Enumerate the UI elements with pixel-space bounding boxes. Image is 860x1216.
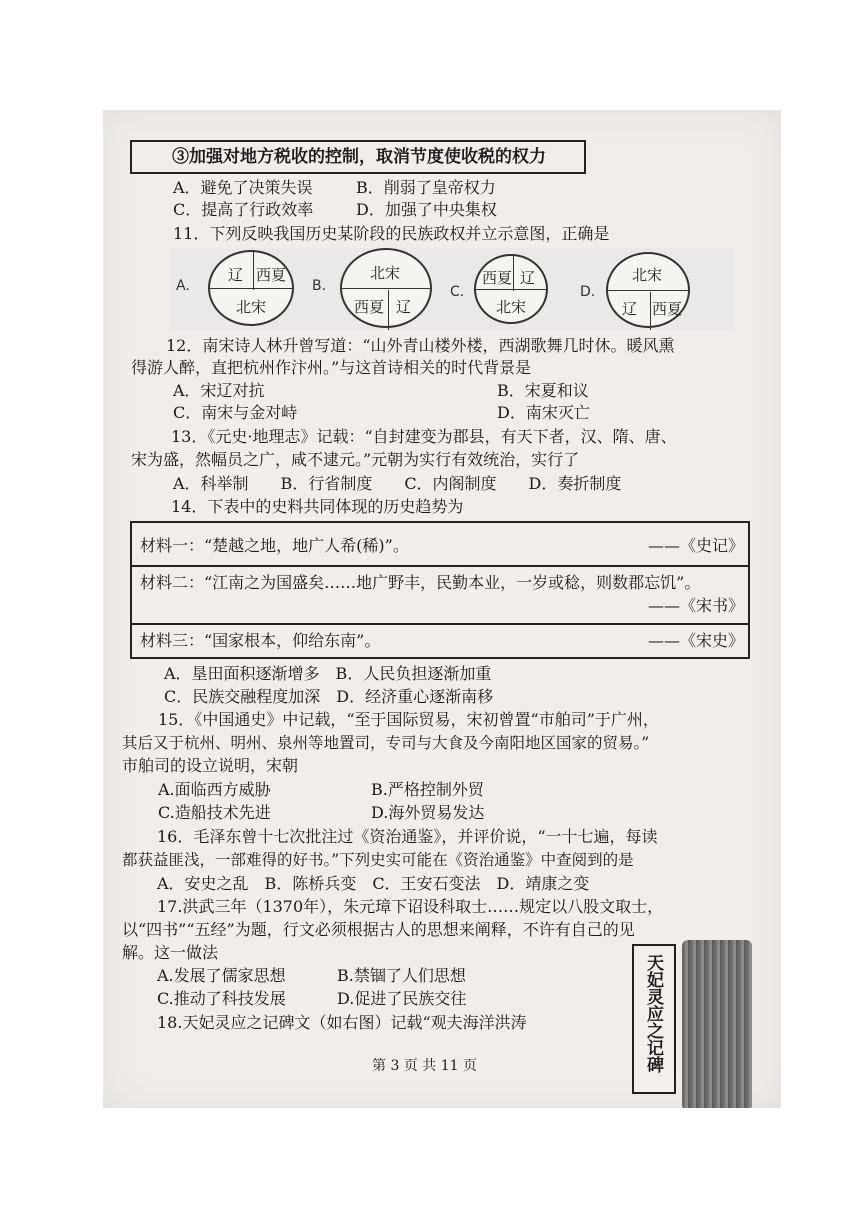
- q14-stem: 14．下表中的史料共同体现的历史趋势为: [171, 497, 464, 516]
- q12-option-a: A．宋辽对抗: [173, 381, 265, 400]
- q13-line1: 13．《元史·地理志》记载：“自封建变为郡县，有天下者，汉、隋、唐、: [171, 427, 677, 446]
- diagram-c-beisong: 北宋: [496, 298, 527, 316]
- q12-line2: 得游人醉，直把杭州作汴州。”与这首诗相关的时代背景是: [131, 358, 532, 377]
- q12-option-b: B．宋夏和议: [497, 381, 589, 400]
- q15-option-a: A.面临西方威胁: [158, 780, 271, 799]
- q12-line1: 12．南宋诗人林升曾写道：“山外青山楼外楼，西湖歌舞几时休。暖风熏: [166, 336, 675, 355]
- diagram-d-xixia: 西夏: [652, 300, 683, 318]
- q17-line3: 解。这一做法: [122, 943, 219, 962]
- diagram-c-label: C.: [450, 284, 465, 300]
- diagram-a-liao: 辽: [228, 266, 244, 284]
- q13-options: A．科举制 B．行省制度 C．内阁制度 D．奏折制度: [173, 474, 622, 493]
- q10-option-c: C．提高了行政效率: [173, 200, 314, 219]
- diagram-a: [208, 250, 294, 326]
- q12-option-c: C．南宋与金对峙: [173, 403, 298, 422]
- diagram-b-label: B.: [312, 278, 327, 294]
- q14-material-1: 材料一：“楚越之地，地广人希(稀)”。: [140, 536, 409, 555]
- q14-options-cd: C．民族交融程度加深 D．经济重心逐渐南移: [164, 687, 494, 706]
- stele-caption-box: [632, 944, 676, 1094]
- q17-line2: 以“四书”“五经”为题，行文必须根据古人的思想来阐释，不许有自己的见: [122, 920, 635, 939]
- q16-line2: 都获益匪浅，一部难得的好书。”下列史实可能在《资治通鉴》中查阅到的是: [122, 851, 634, 869]
- q11-stem: 11．下列反映我国历史某阶段的民族政权并立示意图，正确是: [173, 224, 610, 243]
- diagram-d: [606, 252, 690, 328]
- q14-options-ab: A．垦田面积逐渐增多 B．人民负担逐渐加重: [164, 664, 492, 683]
- q16-options: A．安史之乱 B．陈桥兵变 C．王安石变法 D．靖康之变: [157, 874, 590, 893]
- q15-option-d: D.海外贸易发达: [371, 803, 485, 822]
- stele-rubbing-image: [682, 940, 752, 1108]
- diagram-b: [340, 248, 432, 328]
- diagram-a-label: A.: [176, 278, 190, 294]
- q14-material-2-source: ——《宋书》: [648, 596, 745, 615]
- diagram-b-beisong: 北宋: [370, 264, 401, 282]
- q15-line3: 市舶司的设立说明，宋朝: [122, 756, 299, 775]
- diagram-d-liao: 辽: [622, 300, 638, 318]
- q17-option-b: B.禁锢了人们思想: [337, 966, 466, 985]
- diagram-d-label: D.: [580, 284, 596, 300]
- item3-text: ③加强对地方税收的控制，取消节度使收税的权力: [172, 147, 546, 167]
- q10-option-a: A．避免了决策失误: [173, 178, 313, 197]
- q10-option-b: B．削弱了皇帝权力: [356, 178, 496, 197]
- q12-option-d: D．南宋灭亡: [497, 403, 590, 422]
- ethnic-regime-diagrams: [170, 248, 734, 330]
- q18-line1: 18.天妃灵应之记碑文（如右图）记载“观夫海洋洪涛: [157, 1013, 527, 1032]
- q15-option-b: B.严格控制外贸: [371, 780, 484, 799]
- diagram-b-xixia: 西夏: [354, 298, 385, 316]
- diagram-a-beisong: 北宋: [236, 298, 267, 316]
- q17-line1: 17.洪武三年（1370年），朱元璋下诏设科取士……规定以八股文取士，: [157, 897, 664, 916]
- q10-option-d: D．加强了中央集权: [356, 200, 497, 219]
- q15-line2: 其后又于杭州、明州、泉州等地置司，专司与大食及今南阳地区国家的贸易。”: [122, 734, 650, 752]
- stele-caption: 天妃灵应之记碑: [643, 954, 663, 1073]
- q16-line1: 16．毛泽东曾十七次批注过《资治通鉴》，并评价说，“一十七遍，每读: [157, 827, 658, 846]
- diagram-a-xixia: 西夏: [256, 266, 287, 284]
- page-footer: 第 3 页 共 11 页: [372, 1058, 477, 1074]
- q14-material-2: 材料二：“江南之为国盛矣……地广野丰，民勤本业，一岁或稔，则数郡忘饥”。: [140, 573, 701, 592]
- q15-option-c: C.造船技术先进: [158, 803, 271, 822]
- q17-option-c: C.推动了科技发展: [157, 989, 286, 1008]
- diagram-c-xixia: 西夏: [482, 269, 513, 287]
- diagram-c-liao: 辽: [520, 269, 536, 287]
- diagram-d-beisong: 北宋: [632, 266, 663, 284]
- diagram-c: [474, 254, 548, 324]
- q17-option-a: A.发展了儒家思想: [157, 966, 286, 985]
- q13-line2: 宋为盛，然幅员之广，咸不逮元。”元朝为实行有效统治，实行了: [131, 450, 580, 469]
- q14-material-3-source: ——《宋史》: [648, 631, 745, 650]
- q17-option-d: D.促进了民族交往: [337, 989, 467, 1008]
- q14-material-1-source: ——《史记》: [648, 536, 745, 555]
- q14-material-3: 材料三：“国家根本，仰给东南”。: [140, 631, 381, 650]
- diagram-b-liao: 辽: [396, 298, 412, 316]
- q15-line1: 15．《中国通史》中记载，“至于国际贸易，宋初曾置“市舶司”于广州，: [158, 710, 659, 729]
